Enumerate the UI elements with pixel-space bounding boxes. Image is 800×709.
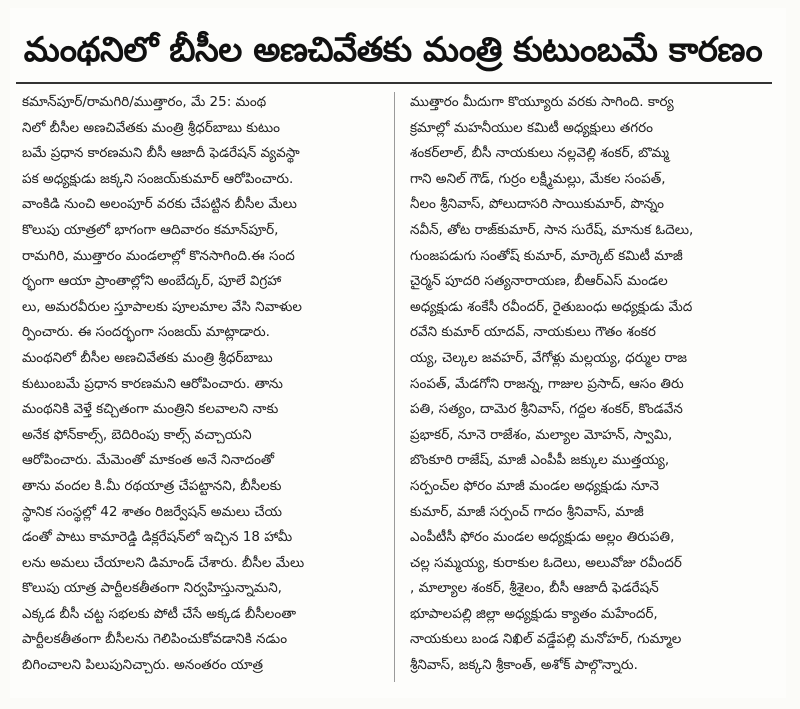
article-text-line: బొంకూరి రాజేష్, మాజీ ఎంపీపీ జక్కుల ముత్తయ్య,	[410, 452, 670, 469]
article-text-line: నాయకులు బండ నిఖిల్ వడ్డేపల్లి మనోహర్, గుమ్మాల	[410, 631, 682, 648]
article-text-line: కుమార్, మాజీ సర్పంచ్ గాదం శ్రీనివాస్, మాజీ	[410, 503, 644, 520]
article-text-line: సంపత్, మేడగోని రాజన్న, గాజుల ప్రసాద్, ఆసం తిరు	[410, 375, 684, 392]
article-text-line: కమాన్‌పూర్/రామగిరి/ముత్తారం, మే 25: మంథ	[22, 94, 267, 110]
article-text-line: ర్భంగా ఆయా ప్రాంతాల్లోని అంబేద్కర్, పూలే విగ్రహా	[22, 273, 282, 290]
article-text-line: పక అధ్యక్షుడు జక్కని సంజయ్‌కుమార్ ఆరోపించారు.	[22, 170, 294, 187]
column-divider	[394, 92, 395, 682]
article-text-line: బమే ప్రధాన కారణమని బీసీ ఆజాదీ ఫెడరేషన్ వ్యవస్థా	[22, 145, 300, 162]
article-text-line: లను అమలు చేయాలని డిమాండ్ చేశారు. బీసీల మేలు	[22, 554, 305, 571]
article-text-line: మంథనికి వెళ్తే కచ్చితంగా మంత్రిని కలవాలని నాకు	[22, 401, 279, 418]
article-text-line: య్య, చెల్కల జవహర్, వేగోళ్లు మల్లయ్య, ధర్ముల రాజ	[410, 349, 688, 366]
article-text-line: మంథనిలో బీసీల అణచివేతకు మంత్రి శ్రీధర్‌బాబు	[22, 349, 273, 366]
article-text-line: ఆరోపించారు. మేమెంతో మాకంత అనే నినాదంతో	[22, 452, 275, 469]
article-text-line: పార్టీలకతీతంగా బీసీలను గెలిపించుకోవడానికి నడుం	[22, 631, 288, 648]
headline-rule	[16, 82, 772, 84]
article-text-line: ముత్తారం మీదుగా కొయ్యూరు వరకు సాగింది. కార్య	[410, 94, 674, 110]
article-text-line: డంతో పాటు కామారెడ్డి డిక్లరేషన్‌లో ఇచ్చిన 18 హామీ	[22, 529, 293, 546]
article-text-line: ర్పించారు. ఈ సందర్భంగా సంజయ్ మాట్లాడారు.	[22, 324, 270, 341]
article-text-line: నిలో బీసీల అణచివేతకు మంత్రి శ్రీధర్‌బాబు కుటుం	[22, 119, 280, 136]
article-text-line: భూపాలపల్లి జిల్లా అధ్యక్షుడు క్యాతం మహేందర్,	[410, 605, 658, 622]
article-text-line: వాంకిడి నుంచి అలంపూర్ వరకు చేపట్టిన బీసీల మేలు	[22, 196, 297, 213]
article-text-line: బిగించాలని పిలుపునిచ్చారు. అనంతరం యాత్ర	[22, 657, 264, 674]
article-text-line: అధ్యక్షుడు శంకేసీ రవీందర్, రైతుబంధు అధ్యక్షుడు మేద	[410, 298, 693, 315]
article-text-line: స్థానిక సంస్థల్లో 42 శాతం రిజర్వేషన్ అమలు చేయ	[22, 503, 283, 520]
article-text-line: నవీన్, తోట రాజ్‌కుమార్, సాన సురేష్, మానుక ఓదెలు,	[410, 221, 694, 238]
article-text-line: కొలుపు యాత్రలో భాగంగా ఆదివారం కమాన్‌పూర్,	[22, 221, 279, 238]
article-text-line: రామగిరి, ముత్తారం మండలాల్లో కొనసాగింది.ఈ సంద	[22, 247, 295, 264]
article-text-line: ఎంపీటీసీ ఫోరం మండల అధ్యక్షుడు అల్లం తిరుపతి,	[410, 529, 675, 546]
article-text-line: గుంజపడుగు సంతోష్ కుమార్, మార్కెట్ కమిటీ మాజీ	[410, 247, 683, 264]
article-text-line: , మాల్యాల శంకర్, శ్రీశైలం, బీసీ ఆజాదీ ఫెడరేషన్	[410, 580, 659, 597]
article-headline: మంథనిలో బీసీల అణచివేతకు మంత్రి కుటుంబమే కారణం	[23, 30, 763, 70]
article-column-right	[410, 90, 770, 679]
article-text-line: లు, అమరవీరుల స్తూపాలకు పూలమాల వేసి నివాళుల	[22, 298, 302, 315]
article-text-line: సర్పంచ్‌ల ఫోరం మాజీ మండల అధ్యక్షుడు నూనె	[410, 477, 660, 494]
article-text-line: నీలం శ్రీనివాస్, పోలుదాసరి సాయికుమార్, పొన్నం	[410, 196, 664, 213]
article-text-line: ఎక్కడ బీసీ చట్ట సభలకు పోటీ చేసే అక్కడ బీసీలంతా	[22, 605, 296, 622]
article-text-line: చల్ల సమ్మయ్య, కురాకుల ఓదెలు, అలువోజు రవీందర్	[410, 554, 682, 571]
article-text-line: శ్రీనివాస్, జక్కని శ్రీకాంత్, అశోక్ పాల్గొన్నారు.	[410, 657, 638, 674]
article-text-line: పతి, సత్యం, దామెర శ్రీనివాస్, గద్దల శంకర్, కొండవేన	[410, 401, 683, 418]
article-text-line: చైర్మన్ పూదరి సత్యనారాయణ, బీఆర్‌ఎస్ మండల	[410, 273, 668, 290]
article-text-line: రవేని కుమార్ యాదవ్, నాయకులు గౌతం శంకర	[410, 324, 656, 341]
article-text-line: క్రమాల్లో మహనీయుల కమిటీ అధ్యక్షులు తగరం	[410, 119, 653, 136]
article-text-line: అనేక ఫోన్‌కాల్స్, బెదిరింపు కాల్స్ వచ్చాయని	[22, 426, 252, 443]
article-text-line: ప్రభాకర్, నూనె రాజేశం, మల్యాల మోహన్, స్వామి,	[410, 426, 673, 443]
article-text-line: కుటుంబమే ప్రధాన కారణమని ఆరోపించారు. తాను	[22, 375, 283, 392]
article-text-line: కొలుపు యాత్ర పార్టీలకతీతంగా నిర్వహిస్తున్నామని,	[22, 580, 282, 597]
article-column-left	[22, 90, 382, 679]
article-text-line: గాని అనిల్ గౌడ్, గుర్రం లక్ష్మీమల్లు, మేకల సంపత్,	[410, 170, 666, 187]
article-text-line: శంకర్‌లాల్, బీసీ నాయకులు నల్లవెల్లి శంకర్, బొమ్మ	[410, 145, 669, 162]
article-text-line: తాను వందల కి.మీ రథయాత్ర చేపట్టానని, బీసీలకు	[22, 477, 282, 494]
